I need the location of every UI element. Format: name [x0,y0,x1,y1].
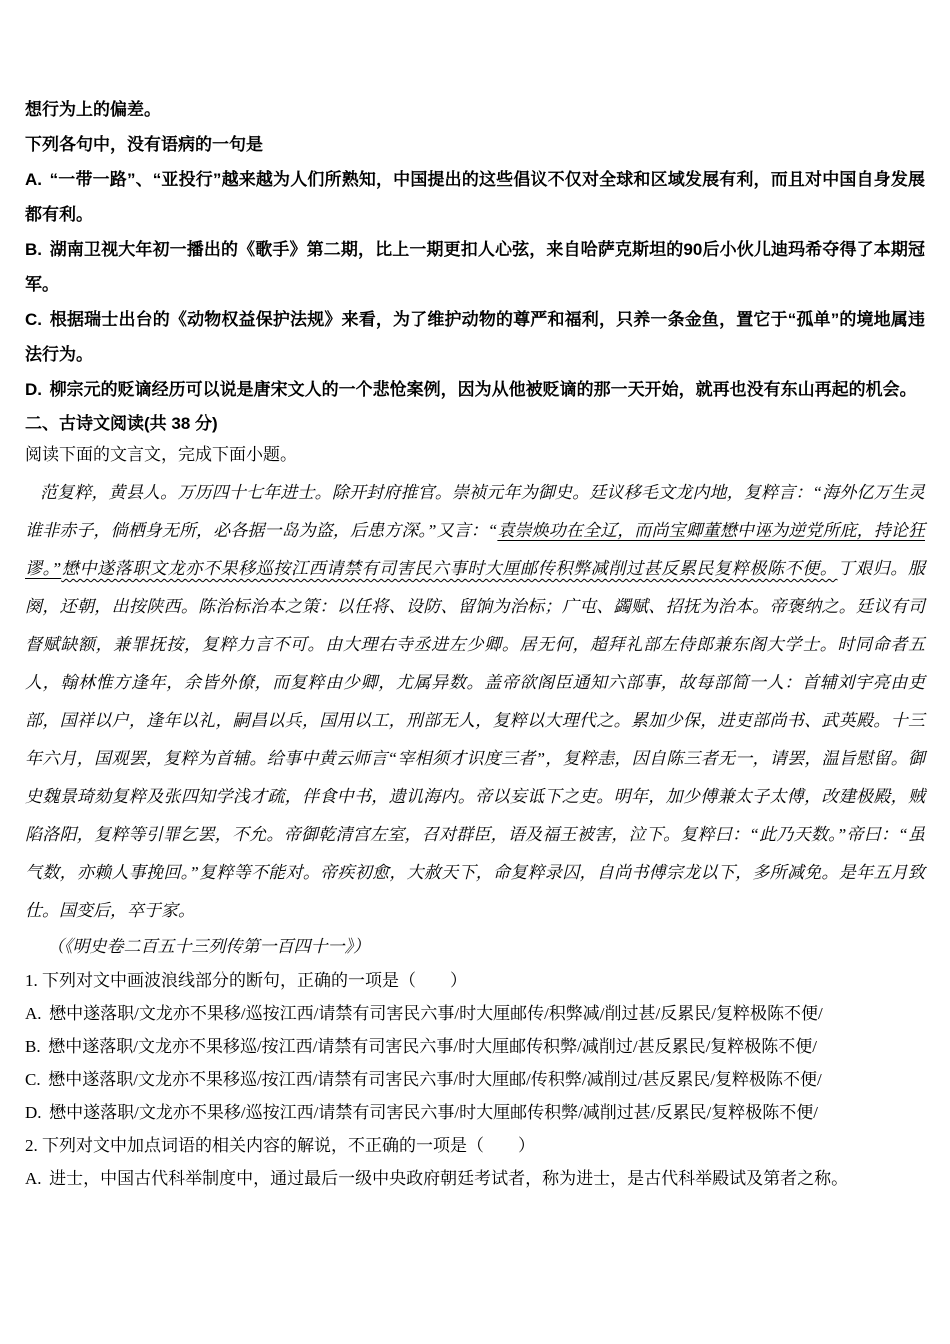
option-text: 根据瑞士出台的《动物权益保护法规》来看，为了维护动物的尊严和福利，只养一条金鱼，置它于“孤单”的境地属违法行为。 [25,310,925,364]
question-1-option-c [25,1063,925,1096]
passage-citation: （《明史卷二百五十三列传第一百四十一》） [47,937,370,956]
intro-option-a [25,162,925,232]
passage-text-lead: 范复粹，黄县人。万历四十七年进士。除开封府推官。崇祯元年为御史。廷议移毛文龙内地，复粹言：“海外亿万生灵谁非赤子，倘栖身无所，必各据一岛为盗，后患方深。”又言：“ [25,483,925,540]
option-label: D. [25,380,42,399]
question-1-option-d [25,1096,925,1129]
question-2-option-a [25,1162,925,1195]
wavy-underlined-clause: 懋中遂落职文龙亦不果移巡按江西请禁有司害民六事时大厘邮传积弊减削过甚反累民复粹极陈不便。 [61,559,838,578]
intro-option-d [25,372,925,407]
section-title: 二、古诗文阅读(共 38 分) [25,414,218,433]
reading-instruction: 阅读下面的文言文，完成下面小题。 [25,445,297,464]
intro-block [25,92,925,441]
option-label: C. [25,1070,41,1089]
question-1-option-b [25,1030,925,1063]
intro-question-stem: 下列各句中，没有语病的一句是 [25,135,263,154]
option-label: A. [25,170,42,189]
option-label: B. [25,240,42,259]
intro-option-b [25,232,925,302]
question-1-stem: 1. 下列对文中画波浪线部分的断句，正确的一项是（ ） [25,971,467,990]
straight-underlined-quote: 袁崇焕功在全辽，而尚宝卿董懋中诬为逆党所庇，持论狂谬。” [25,521,925,578]
option-text: 柳宗元的贬谪经历可以说是唐宋文人的一个悲怆案例，因为从他被贬谪的那一天开始，就再也没有东山再起的机会。 [49,380,917,399]
option-label: C. [25,310,42,329]
option-text: 懋中遂落职/文龙亦不果移/巡按江西/请禁有司害民六事/时大厘邮传/积弊减/削过甚/反累民/复粹极陈不便/ [49,1004,823,1023]
option-text: 懋中遂落职/文龙亦不果移巡/按江西/请禁有司害民六事/时大厘邮/传积弊/减削过/甚反累民/复粹极陈不便/ [48,1070,822,1089]
option-text: “一带一路”、“亚投行”越来越为人们所熟知，中国提出的这些倡议不仅对全球和区域发展有利，而且对中国自身发展都有利。 [25,170,925,224]
option-label: A. [25,1004,42,1023]
option-label: D. [25,1103,42,1122]
option-text: 懋中遂落职/文龙亦不果移/巡按江西/请禁有司害民六事/时大厘邮传积弊/减削过甚/反累民/复粹极陈不便/ [49,1103,818,1122]
passage-text-rest: 丁艰归。服阕，还朝，出按陕西。陈治标治本之策：以任将、设防、留饷为治标；广屯、蠲赋、招抚为治本。帝褒纳之。廷议有司督赋缺额，兼罪抚按，复粹力言不可。由大理右寺丞进左少卿。居无何，超拜礼部左侍郎兼东阁大学士。时同命者五人，翰林惟方逢年，余皆外僚，而复粹由少卿，尤属异数。盖帝欲阁臣通知六部事，故每部简一人：首辅刘宇亮由吏部，国祥以户，逢年以礼，嗣昌以兵，国用以工，刑部无人，复粹以大理代之。累加少保，进吏部尚书、武英殿。十三年六月，国观罢，复粹为首辅。给事中黄云师言“宰相须才识度三者”，复粹恚，因自陈三者无一，请罢，温旨慰留。御史魏景琦劾复粹及张四知学浅才疏，伴食中书，遗讥海内。帝以妄诋下之吏。明年，加少傅兼太子太傅，改建极殿，贼陷洛阳，复粹等引罪乞罢，不允。帝御乾清宫左室，召对群臣，语及福王被害，泣下。复粹曰：“此乃天数。”帝曰：“虽气数，亦赖人事挽回。”复粹等不能对。帝疾初愈，大赦天下，命复粹录囚，自尚书傅宗龙以下，多所减免。是年五月致仕。国变后，卒于家。 [25,559,925,920]
option-text: 湖南卫视大年初一播出的《歌手》第二期，比上一期更扣人心弦，来自哈萨克斯坦的90后小伙儿迪玛希夺得了本期冠军。 [25,240,925,294]
option-text: 懋中遂落职/文龙亦不果移巡/按江西/请禁有司害民六事/时大厘邮传积弊/减削过/甚反累民/复粹极陈不便/ [48,1037,818,1056]
question-2-stem: 2. 下列对文中加点词语的相关内容的解说，不正确的一项是（ ） [25,1136,535,1155]
option-label: B. [25,1037,41,1056]
question-1-option-a [25,997,925,1030]
intro-fragment: 想行为上的偏差。 [25,100,161,119]
intro-option-c [25,302,925,372]
question-2 [25,1129,925,1195]
question-1 [25,964,925,1129]
option-label: A. [25,1169,42,1188]
option-text: 进士，中国古代科举制度中，通过最后一级中央政府朝廷考试者，称为进士，是古代科举殿试及第者之称。 [49,1169,849,1188]
classical-passage [25,474,925,930]
